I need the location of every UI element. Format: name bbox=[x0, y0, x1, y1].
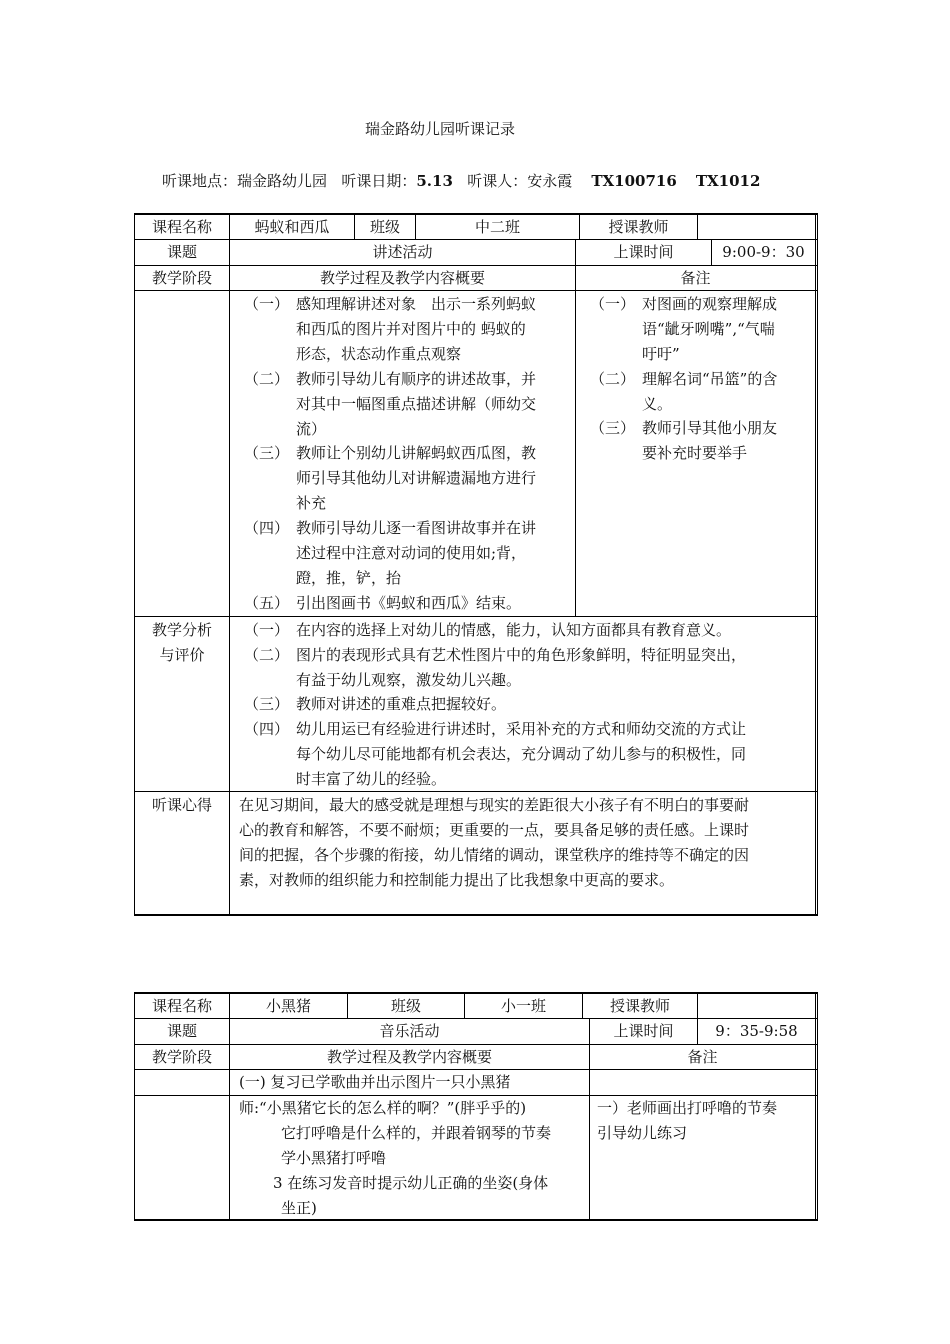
class-value: 中二班 bbox=[474, 218, 520, 236]
note-item: （一） 对图画的观察理解成 语“龇牙咧嘴”,“气喘 吁吁” bbox=[590, 295, 778, 363]
analysis-item: （二） 图片的表现形式具有艺术性图片中的角色形象鲜明，特征明显突出， 有益于幼儿观察，激发幼儿兴趣。 bbox=[244, 646, 747, 689]
note-item: （二） 理解名词“吊篮”的含 义。 bbox=[590, 370, 778, 413]
listener-label: 听课人： bbox=[467, 172, 528, 190]
record-meta bbox=[162, 170, 760, 191]
date-value: 5.13 bbox=[416, 172, 453, 190]
code-1: TX100716 bbox=[591, 172, 677, 190]
teacher-label: 授课教师 bbox=[608, 218, 669, 236]
notes-label-2: 备注 bbox=[687, 1048, 718, 1066]
course-name-value-2: 小黑猪 bbox=[265, 997, 311, 1015]
reflection-text: 在见习期间，最大的感受就是理想与现实的差距很大小孩子有不明白的事要耐 心的教育和解答，不要不耐烦；更重要的一点，要具备足够的责任感。上课时 间的把握，各个步骤的衔接，幼儿情绪的调动，课堂秩序的维持等不确定的因 素，对教师的组织能力和控制能力提出了比我想象中更高的要求。 bbox=[239, 796, 750, 889]
notes-detail: 一）老师画出打呼噜的节奏 引导幼儿练习 bbox=[597, 1099, 778, 1142]
time-label-2: 上课时间 bbox=[613, 1022, 674, 1040]
notes-label: 备注 bbox=[680, 269, 711, 287]
course-name-label: 课程名称 bbox=[151, 218, 212, 236]
time-value: 9:00-9：30 bbox=[722, 243, 805, 261]
stage-label-2: 教学阶段 bbox=[151, 1048, 212, 1066]
class-label-2: 班级 bbox=[390, 997, 421, 1015]
topic-value: 讲述活动 bbox=[372, 243, 433, 261]
stage-label: 教学阶段 bbox=[151, 269, 212, 287]
teacher-value-2 bbox=[698, 994, 815, 1018]
course-name-label-2: 课程名称 bbox=[151, 997, 212, 1015]
reflection-label: 听课心得 bbox=[151, 796, 212, 814]
analysis-item: （三） 教师对讲述的重难点把握较好。 bbox=[244, 695, 507, 713]
note-item: （三） 教师引导其他小朋友 要补充时要举手 bbox=[590, 419, 778, 462]
page-title: 瑞金路幼儿园听课记录 bbox=[364, 120, 515, 138]
process-step: （五） 引出图画书《蚂蚁和西瓜》结束。 bbox=[244, 594, 522, 612]
course-name-value: 蚂蚁和西瓜 bbox=[254, 218, 330, 236]
process-row-1: (一) 复习已学歌曲并出示图片一只小黑猪 bbox=[239, 1073, 511, 1091]
date-label: 听课日期： bbox=[341, 172, 417, 190]
analysis-item: （一） 在内容的选择上对幼儿的情感，能力，认知方面都具有教育意义。 bbox=[244, 621, 732, 639]
code-2: TX1012 bbox=[695, 172, 761, 190]
time-label: 上课时间 bbox=[613, 243, 674, 261]
class-label: 班级 bbox=[369, 218, 400, 236]
process-step: （一） 感知理解讲述对象 出示一系列蚂蚁 和西瓜的图片并对图片中的 蚂蚁的 形态，状态动作重点观察 bbox=[244, 295, 537, 363]
place-value: 瑞金路幼儿园 bbox=[237, 172, 328, 190]
process-label-2: 教学过程及教学内容概要 bbox=[326, 1048, 492, 1066]
topic-label-2: 课题 bbox=[166, 1022, 197, 1040]
topic-value-2: 音乐活动 bbox=[379, 1022, 440, 1040]
process-label: 教学过程及教学内容概要 bbox=[319, 269, 485, 287]
class-value-2: 小一班 bbox=[500, 997, 546, 1015]
process-detail: 师:“小黑猪它长的怎么样的啊？”(胖乎乎的) 它打呼噜是什么样的，并跟着钢琴的节奏 学小黑猪打呼噜 3 在练习发音时提示幼儿正确的坐姿(身体 坐正) bbox=[239, 1099, 552, 1217]
process-step: （四） 教师引导幼儿逐一看图讲故事并在讲 述过程中注意对动词的使用如;背， 蹬，推，铲，抬 bbox=[244, 519, 537, 587]
topic-label: 课题 bbox=[166, 243, 197, 261]
time-value-2: 9：35-9:58 bbox=[715, 1022, 798, 1040]
analysis-label: 教学分析 与评价 bbox=[151, 621, 212, 664]
place-label: 听课地点： bbox=[162, 172, 238, 190]
process-step: （三） 教师让个别幼儿讲解蚂蚁西瓜图，教 师引导其他幼儿对讲解遗漏地方进行 补充 bbox=[244, 444, 537, 512]
analysis-item: （四） 幼儿用运已有经验进行讲述时，采用补充的方式和师幼交流的方式让 每个幼儿尽可能地都有机会表达，充分调动了幼儿参与的积极性，同 时丰富了幼儿的经验。 bbox=[244, 720, 747, 788]
process-step: （二） 教师引导幼儿有顺序的讲述故事，并 对其中一幅图重点描述讲解（师幼交 流） bbox=[244, 370, 537, 438]
teacher-value bbox=[698, 215, 815, 239]
teacher-label-2: 授课教师 bbox=[609, 997, 670, 1015]
listener-value: 安永霞 bbox=[527, 172, 573, 190]
